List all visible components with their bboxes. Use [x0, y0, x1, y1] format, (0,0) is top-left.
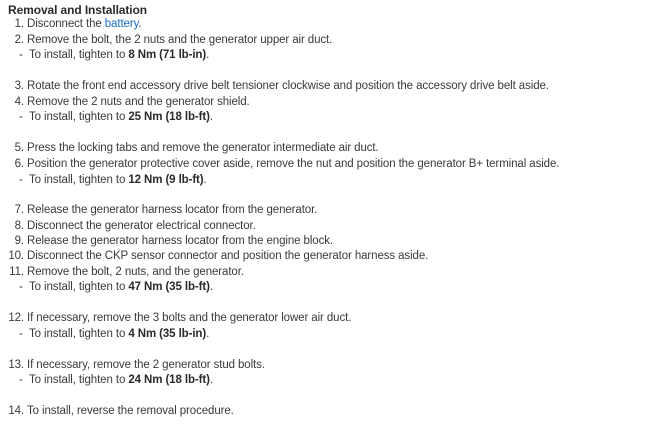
- step-11: [0, 265, 244, 279]
- step-number: 5.: [14, 142, 24, 154]
- step-12-install-note: [0, 327, 209, 341]
- note-text: To install, tighten to: [29, 111, 129, 123]
- step-text: Remove the bolt, 2 nuts, and the generator.: [27, 266, 244, 278]
- step-number: 14.: [8, 405, 24, 417]
- step-number: 8.: [14, 220, 24, 232]
- step-11-install-note: [0, 280, 213, 294]
- step-8: [0, 219, 256, 233]
- step-text: Remove the 2 nuts and the generator shield.: [27, 96, 250, 108]
- bullet-dash: -: [19, 111, 23, 123]
- step-3: [0, 79, 549, 93]
- step-13-install-note: [0, 373, 213, 387]
- step-text: Position the generator protective cover aside, remove the nut and position the generator B+ terminal aside.: [27, 158, 560, 170]
- bullet-dash: -: [19, 374, 23, 386]
- step-number: 1.: [14, 18, 24, 30]
- step-number: 6.: [14, 158, 24, 170]
- step-text: If necessary, remove the 2 generator stud bolts.: [27, 359, 265, 371]
- step-text: To install, reverse the removal procedure.: [27, 405, 234, 417]
- step-4-install-note: [0, 110, 213, 124]
- bullet-dash: -: [19, 328, 23, 340]
- battery-link[interactable]: battery: [104, 18, 139, 30]
- note-text-end: .: [206, 328, 210, 340]
- note-text-end: .: [209, 111, 213, 123]
- torque-value: 12 Nm (9 lb-ft): [128, 174, 204, 186]
- step-text: Disconnect the generator electrical connector.: [27, 220, 256, 232]
- bullet-dash: -: [19, 174, 23, 186]
- note-text-end: .: [209, 281, 213, 293]
- torque-value: 4 Nm (35 lb-in): [128, 328, 207, 340]
- step-number: 9.: [14, 235, 24, 247]
- step-text: If necessary, remove the 3 bolts and the generator lower air duct.: [27, 312, 352, 324]
- note-text: To install, tighten to: [29, 281, 129, 293]
- step-9: [0, 234, 333, 248]
- note-text-end: .: [203, 174, 207, 186]
- step-text: Rotate the front end accessory drive belt tensioner clockwise and position the accessory drive belt aside.: [27, 80, 549, 92]
- step-text: Press the locking tabs and remove the generator intermediate air duct.: [27, 142, 379, 154]
- step-2: [0, 33, 332, 47]
- torque-value: 8 Nm (71 lb-in): [128, 49, 207, 61]
- step-4: [0, 95, 250, 109]
- step-text: Release the generator harness locator from the generator.: [27, 204, 318, 216]
- step-text: Remove the bolt, the 2 nuts and the generator upper air duct.: [27, 34, 333, 46]
- step-text-end: .: [138, 18, 142, 30]
- step-text: Disconnect the: [27, 18, 105, 30]
- step-number: 13.: [8, 359, 24, 371]
- step-number: 2.: [14, 34, 24, 46]
- note-text: To install, tighten to: [29, 374, 129, 386]
- note-text-end: .: [206, 49, 210, 61]
- step-2-install-note: [0, 48, 209, 62]
- note-text: To install, tighten to: [29, 49, 129, 61]
- note-text-end: .: [209, 374, 213, 386]
- step-6-install-note: [0, 173, 207, 187]
- step-text: Release the generator harness locator from the engine block.: [27, 235, 333, 247]
- bullet-dash: -: [19, 49, 23, 61]
- step-7: [0, 203, 317, 217]
- step-number: 12.: [8, 312, 24, 324]
- step-1: [0, 17, 141, 31]
- torque-value: 24 Nm (18 lb-ft): [128, 374, 210, 386]
- note-text: To install, tighten to: [29, 174, 129, 186]
- step-number: 10.: [8, 250, 24, 262]
- step-number: 11.: [9, 266, 24, 278]
- step-text: Disconnect the CKP sensor connector and position the generator harness aside.: [27, 250, 429, 262]
- torque-value: 25 Nm (18 lb-ft): [128, 111, 210, 123]
- step-number: 3.: [14, 80, 24, 92]
- step-10: [0, 249, 428, 263]
- note-text: To install, tighten to: [29, 328, 129, 340]
- step-13: [0, 358, 265, 372]
- step-5: [0, 141, 379, 155]
- torque-value: 47 Nm (35 lb-ft): [128, 281, 210, 293]
- bullet-dash: -: [19, 281, 23, 293]
- step-6: [0, 157, 559, 171]
- step-12: [0, 311, 351, 325]
- step-14: [0, 404, 234, 418]
- section-title: Removal and Installation: [8, 3, 147, 17]
- step-number: 4.: [14, 96, 24, 108]
- step-number: 7.: [14, 204, 24, 216]
